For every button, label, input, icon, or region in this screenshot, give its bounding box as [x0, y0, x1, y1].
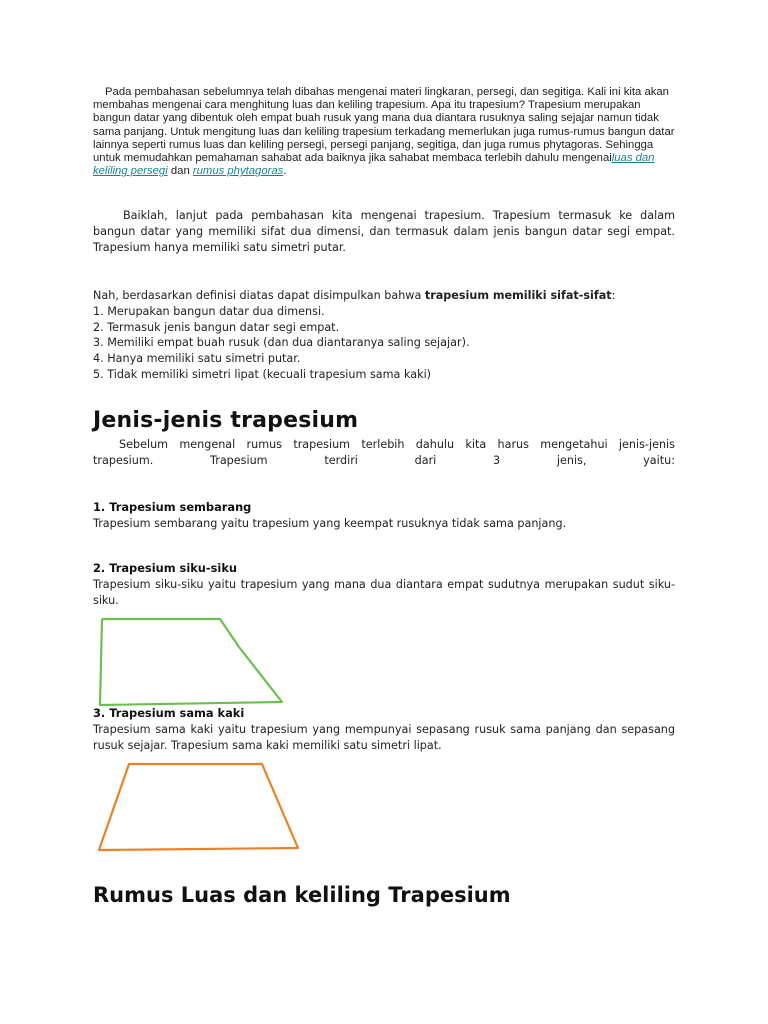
properties-lead-text: Nah, berdasarkan definisi diatas dapat disimpulkan bahwa — [93, 289, 425, 302]
word: jenis, — [556, 453, 587, 467]
heading-rumus-luas-keliling: Rumus Luas dan keliling Trapesium — [93, 883, 511, 907]
jenis-intro-line2 — [93, 453, 675, 469]
intro-text: Pada pembahasan sebelumnya telah dibahas mengenai materi lingkaran, persegi, dan segitiga. Kali ini kita akan membahas mengenai cara menghitung luas dan keliling trapesium. Apa itu trapesium? Trapesium merupakan bangun datar yang dibentuk oleh empat buah rusuk yang mana dua diantara rusuknya saling sejajar namun tidak sama panjang. Untuk mengitung luas dan keliling trapesium terkadang memerlukan juga rumus-rumus bangun datar lainnya seperti rumus luas dan keliling persegi, persegi panjang, segitiga, dan juga rumus phytagoras. Sehingga untuk memudahkan pemahaman sahabat ada baiknya jika sahabat membaca terlebih dahulu mengenai — [93, 86, 675, 165]
properties-lead — [93, 288, 675, 304]
type2-desc: Trapesium siku-siku yaitu trapesium yang mana dua diantara empat sudutnya merupakan sudut siku-siku. — [93, 578, 675, 607]
word: dari — [414, 453, 437, 467]
isosceles-trapezoid-figure — [94, 758, 304, 854]
word: yaitu: — [643, 453, 675, 467]
intro-paragraph — [93, 86, 675, 178]
properties-lead-bold: trapesium memiliki sifat-sifat — [424, 289, 612, 302]
properties-lead-end: : — [611, 289, 616, 302]
properties-list — [93, 304, 675, 383]
type1-desc: Trapesium sembarang yaitu trapesium yang keempat rusuknya tidak sama panjang. — [93, 517, 567, 530]
type3-title: 3. Trapesium sama kaki — [93, 706, 245, 720]
paragraph-baiklah-text: Baiklah, lanjut pada pembahasan kita mengenai trapesium. Trapesium termasuk ke dalam bangun datar yang memiliki sifat dua dimensi, dan termasuk dalam jenis bangun datar segi empat. Trapesium hanya memiliki satu simetri putar. — [93, 209, 675, 254]
list-item: 5. Tidak memiliki simetri lipat (kecuali trapesium sama kaki) — [93, 367, 432, 381]
link-luas-keliling-persegi[interactable]: luas dan keliling persegi — [93, 152, 655, 178]
word: Trapesium — [210, 453, 268, 467]
word: trapesium. — [93, 453, 154, 467]
properties-block — [93, 288, 675, 383]
heading-jenis-text: Jenis-jenis trapesium — [93, 408, 359, 433]
type2-title: 2. Trapesium siku-siku — [93, 561, 238, 575]
link-rumus-phytagoras[interactable]: rumus phytagoras — [192, 165, 284, 178]
list-item: 2. Termasuk jenis bangun datar segi empat. — [93, 320, 340, 334]
list-item: 1. Merupakan bangun datar dua dimensi. — [93, 304, 325, 318]
intro-middle: dan — [167, 165, 193, 178]
jenis-intro-line1: Sebelum mengenal rumus trapesium terlebih dahulu kita harus mengetahui jenis-jenis — [119, 438, 675, 451]
list-item: 4. Hanya memiliki satu simetri putar. — [93, 352, 301, 366]
type1-title: 1. Trapesium sembarang — [93, 500, 252, 514]
jenis-intro — [93, 437, 675, 469]
list-item: 3. Memiliki empat buah rusuk (dan dua diantaranya saling sejajar). — [93, 336, 470, 350]
word: 3 — [493, 453, 501, 467]
intro-end: . — [283, 165, 287, 178]
right-trapezoid-figure — [96, 612, 286, 712]
word: terdiri — [324, 453, 358, 467]
heading-jenis-trapesium — [93, 408, 358, 433]
paragraph-baiklah — [93, 208, 675, 255]
type3-desc: Trapesium sama kaki yaitu trapesium yang mempunyai sepasang rusuk sama panjang dan sepasang rusuk sejajar. Trapesium sama kaki memiliki satu simetri lipat. — [93, 723, 675, 752]
